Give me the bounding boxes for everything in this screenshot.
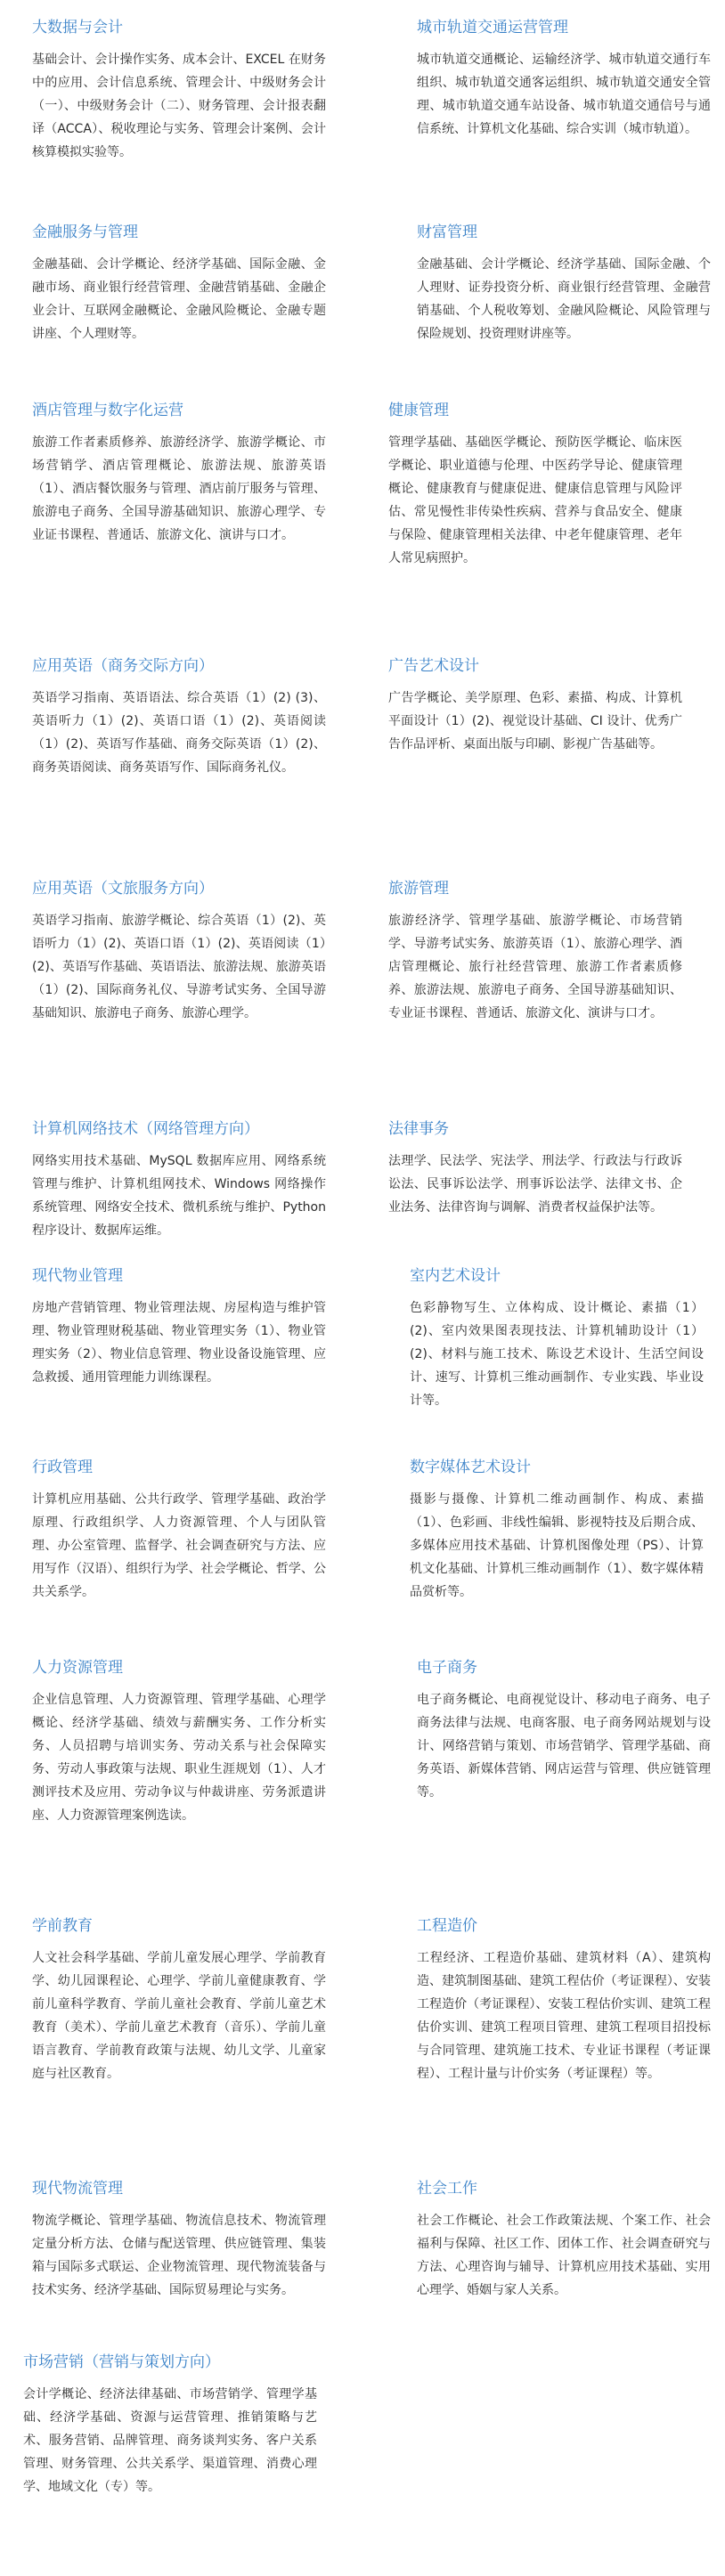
- major-title: 人力资源管理: [32, 1659, 123, 1677]
- major-courses: 金融基础、会计学概论、经济学基础、国际金融、个人理财、证券投资分析、商业银行经营管理、金融营销基础、个人税收筹划、金融风险概论、风险管理与保险规划、投资理财讲座等。: [417, 257, 711, 341]
- major-title: 应用英语（文旅服务方向）: [32, 880, 214, 898]
- major-courses: 英语学习指南、旅游学概论、综合英语（1）(2)、英语听力（1）(2)、英语口语（1）(2)、英语阅读（1）(2)、英语写作基础、英语语法、旅游法规、旅游英语（1）(2)、国际商务礼仪、导游考试实务、全国导游基础知识、旅游电子商务、旅游心理学。: [32, 914, 326, 1020]
- major-block-advertising-design: [388, 654, 682, 756]
- major-courses: 色彩静物写生、立体构成、设计概论、素描（1）(2)、室内效果图表现技法、计算机辅助设计（1）(2)、材料与施工技术、陈设艺术设计、生活空间设计、速写、计算机三维动画制作、专业实践、毕业设计等。: [410, 1301, 704, 1408]
- major-title: 社会工作: [417, 2180, 477, 2198]
- major-title: 大数据与会计: [32, 19, 123, 37]
- major-block-e-commerce: [417, 1656, 711, 1804]
- major-title: 数字媒体艺术设计: [410, 1459, 531, 1476]
- major-title: 学前教育: [32, 1917, 93, 1935]
- major-courses: 基础会计、会计操作实务、成本会计、EXCEL 在财务中的应用、会计信息系统、管理会计、中级财务会计（一）、中级财务会计（二）、财务管理、会计报表翻译（ACCA）、税收理论与实务、管理会计案例、会计核算模拟实验等。: [32, 53, 326, 159]
- major-courses: 工程经济、工程造价基础、建筑材料（A）、建筑构造、建筑制图基础、建筑工程估价（考证课程）、安装工程造价（考证课程）、安装工程估价实训、建筑工程估价实训、建筑工程项目管理、建筑工程项目招投标与合同管理、建筑施工技术、专业证书课程（考证课程）、工程计量与计价实务（考证课程）等。: [417, 1951, 711, 2081]
- major-block-finance-service: [32, 221, 326, 345]
- major-courses: 人文社会科学基础、学前儿童发展心理学、学前教育学、幼儿园课程论、心理学、学前儿童健康教育、学前儿童科学教育、学前儿童社会教育、学前儿童艺术教育（美术）、学前儿童艺术教育（音乐）、学前儿童语言教育、学前教育政策与法规、幼儿文学、儿童家庭与社区教育。: [32, 1951, 326, 2081]
- major-block-property-management: [32, 1264, 326, 1389]
- major-title: 现代物业管理: [32, 1267, 123, 1285]
- major-title: 酒店管理与数字化运营: [32, 402, 183, 419]
- major-courses: 法理学、民法学、宪法学、刑法学、行政法与行政诉讼法、民事诉讼法学、刑事诉讼法学、法律文书、企业法务、法律咨询与调解、消费者权益保护法等。: [388, 1154, 682, 1215]
- major-courses: 摄影与摄像、计算机二维动画制作、构成、素描（1）、色彩画、非线性编辑、影视特技及后期合成、多媒体应用技术基础、计算机图像处理（PS）、计算机文化基础、计算机三维动画制作（1）、数字媒体精品赏析等。: [410, 1492, 704, 1599]
- major-title: 应用英语（商务交际方向）: [32, 657, 214, 675]
- major-block-logistics: [32, 2177, 326, 2302]
- major-title: 现代物流管理: [32, 2180, 123, 2198]
- major-block-hotel-management: [32, 399, 326, 547]
- major-block-health-management: [388, 399, 682, 570]
- major-title: 金融服务与管理: [32, 223, 138, 241]
- major-courses: 企业信息管理、人力资源管理、管理学基础、心理学概论、经济学基础、绩效与薪酬实务、工作分析实务、人员招聘与培训实务、劳动关系与社会保障实务、劳动人事政策与法规、职业生涯规划（1）、人才测评技术及应用、劳动争议与仲裁讲座、劳务派遣讲座、人力资源管理案例选读。: [32, 1693, 326, 1823]
- major-block-marketing: [23, 2351, 317, 2499]
- major-block-preschool-education: [32, 1914, 326, 2085]
- major-block-tourism-management: [388, 877, 682, 1025]
- major-courses: 管理学基础、基础医学概论、预防医学概论、临床医学概论、职业道德与伦理、中医药学导论、健康管理概论、健康教育与健康促进、健康信息管理与风险评估、常见慢性非传染性疾病、营养与食品安全、健康与保险、健康管理相关法律、中老年健康管理、老年人常见病照护。: [388, 435, 682, 565]
- major-title: 法律事务: [388, 1120, 449, 1138]
- major-title: 财富管理: [417, 223, 477, 241]
- major-courses: 会计学概论、经济法律基础、市场营销学、管理学基础、经济学基础、资源与运营管理、推销策略与艺术、服务营销、品牌管理、商务谈判实务、客户关系管理、财务管理、公共关系学、渠道管理、消费心理学、地域文化（专）等。: [23, 2387, 317, 2494]
- major-courses: 城市轨道交通概论、运输经济学、城市轨道交通行车组织、城市轨道交通客运组织、城市轨道交通安全管理、城市轨道交通车站设备、城市轨道交通信号与通信系统、计算机文化基础、综合实训（城市轨道）。: [417, 53, 711, 136]
- major-title: 城市轨道交通运营管理: [417, 19, 568, 37]
- major-title: 健康管理: [388, 402, 449, 419]
- major-title: 室内艺术设计: [410, 1267, 501, 1285]
- major-courses: 计算机应用基础、公共行政学、管理学基础、政治学原理、行政组织学、人力资源管理、个人与团队管理、办公室管理、监督学、社会调查研究与方法、应用写作（汉语）、组织行为学、社会学概论、哲学、公共关系学。: [32, 1492, 326, 1599]
- major-block-engineering-cost: [417, 1914, 711, 2085]
- major-block-rail-transit: [417, 16, 711, 141]
- major-title: 旅游管理: [388, 880, 449, 898]
- major-block-big-data-accounting: [32, 16, 326, 164]
- major-block-human-resources: [32, 1656, 326, 1827]
- major-title: 行政管理: [32, 1459, 93, 1476]
- major-title: 广告艺术设计: [388, 657, 479, 675]
- major-courses: 网络实用技术基础、MySQL 数据库应用、网络系统管理与维护、计算机组网技术、Windows 网络操作系统管理、网络安全技术、微机系统与维护、Python 程序设计、数据库运维。: [32, 1154, 326, 1238]
- major-courses: 社会工作概论、社会工作政策法规、个案工作、社会福利与保障、社区工作、团体工作、社会调查研究与方法、心理咨询与辅导、计算机应用技术基础、实用心理学、婚姻与家人关系。: [417, 2214, 711, 2297]
- major-title: 市场营销（营销与策划方向）: [23, 2353, 220, 2371]
- major-courses: 房地产营销管理、物业管理法规、房屋构造与维护管理、物业管理财税基础、物业管理实务（1）、物业管理实务（2）、物业信息管理、物业设备设施管理、应急救援、通用管理能力训练课程。: [32, 1301, 326, 1385]
- major-title: 计算机网络技术（网络管理方向）: [32, 1120, 259, 1138]
- major-courses: 电子商务概论、电商视觉设计、移动电子商务、电子商务法律与法规、电商客服、电子商务网站规划与设计、网络营销与策划、市场营销学、管理学基础、商务英语、新媒体营销、网店运营与管理、供应链管理等。: [417, 1693, 711, 1800]
- major-block-social-work: [417, 2177, 711, 2302]
- major-title: 工程造价: [417, 1917, 477, 1935]
- major-courses: 旅游工作者素质修养、旅游经济学、旅游学概论、市场营销学、酒店管理概论、旅游法规、旅游英语（1）、酒店餐饮服务与管理、酒店前厅服务与管理、旅游电子商务、全国导游基础知识、旅游心理学、专业证书课程、普通话、旅游文化、演讲与口才。: [32, 435, 326, 542]
- major-courses: 广告学概论、美学原理、色彩、素描、构成、计算机平面设计（1）(2)、视觉设计基础、CI 设计、优秀广告作品评析、桌面出版与印刷、影视广告基础等。: [388, 691, 682, 752]
- major-courses: 物流学概论、管理学基础、物流信息技术、物流管理定量分析方法、仓储与配送管理、供应链管理、集装箱与国际多式联运、企业物流管理、现代物流装备与技术实务、经济学基础、国际贸易理论与实务。: [32, 2214, 326, 2297]
- major-block-interior-design: [410, 1264, 704, 1412]
- major-courses: 金融基础、会计学概论、经济学基础、国际金融、金融市场、商业银行经营管理、金融营销基础、金融企业会计、互联网金融概论、金融风险概论、金融专题讲座、个人理财等。: [32, 257, 326, 341]
- major-title: 电子商务: [417, 1659, 477, 1677]
- major-block-english-business: [32, 654, 326, 779]
- major-block-wealth-management: [417, 221, 711, 345]
- major-block-digital-media: [410, 1456, 704, 1604]
- major-block-administration: [32, 1456, 326, 1604]
- major-block-english-tourism: [32, 877, 326, 1025]
- major-block-computer-network: [32, 1117, 326, 1242]
- major-courses: 旅游经济学、管理学基础、旅游学概论、市场营销学、导游考试实务、旅游英语（1）、旅游心理学、酒店管理概论、旅行社经营管理、旅游工作者素质修养、旅游法规、旅游电子商务、全国导游基础知识、专业证书课程、普通话、旅游文化、演讲与口才。: [388, 914, 682, 1020]
- major-block-legal-affairs: [388, 1117, 682, 1219]
- major-courses: 英语学习指南、英语语法、综合英语（1）(2) (3)、英语听力（1）(2)、英语口语（1）(2)、英语阅读（1）(2)、英语写作基础、商务交际英语（1）(2)、商务英语阅读、商务英语写作、国际商务礼仪。: [32, 691, 326, 775]
